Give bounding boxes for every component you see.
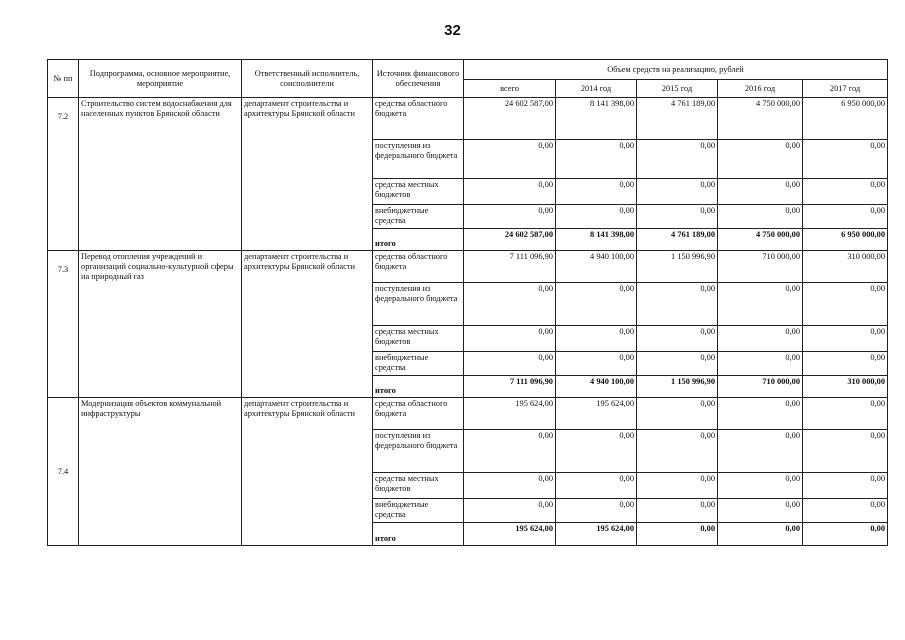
amount-cell: 4 750 000,00 xyxy=(718,229,803,251)
header-executor: Ответственный исполнитель, соисполнители xyxy=(242,60,373,98)
amount-cell: 0,00 xyxy=(718,140,803,179)
amount-cell: 0,00 xyxy=(637,179,718,205)
amount-cell: 0,00 xyxy=(637,283,718,326)
header-year: 2015 год xyxy=(637,80,718,98)
amount-cell: 6 950 000,00 xyxy=(803,98,888,140)
funding-source: итого xyxy=(373,229,464,251)
amount-cell: 7 111 096,90 xyxy=(464,376,556,398)
amount-cell: 0,00 xyxy=(718,179,803,205)
amount-cell: 4 750 000,00 xyxy=(718,98,803,140)
amount-cell: 0,00 xyxy=(803,352,888,376)
amount-cell: 195 624,00 xyxy=(556,523,637,546)
header-year: всего xyxy=(464,80,556,98)
amount-cell: 0,00 xyxy=(556,430,637,473)
amount-cell: 0,00 xyxy=(718,499,803,523)
amount-cell: 7 111 096,90 xyxy=(464,251,556,283)
amount-cell: 0,00 xyxy=(464,326,556,352)
amount-cell: 0,00 xyxy=(637,140,718,179)
funding-source: итого xyxy=(373,376,464,398)
funding-source: поступления из федерального бюджета xyxy=(373,140,464,179)
table-row xyxy=(48,251,888,283)
funding-source: средства местных бюджетов xyxy=(373,473,464,499)
executor-name: департамент строительства и архитектуры Брянской области xyxy=(242,251,373,398)
amount-cell: 24 602 587,00 xyxy=(464,98,556,140)
amount-cell: 8 141 398,00 xyxy=(556,98,637,140)
header-funds: Объем средств на реализацию, рублей xyxy=(464,60,888,80)
amount-cell: 710 000,00 xyxy=(718,376,803,398)
amount-cell: 710 000,00 xyxy=(718,251,803,283)
row-number: 7.2 xyxy=(48,98,79,251)
amount-cell: 0,00 xyxy=(464,205,556,229)
amount-cell: 0,00 xyxy=(803,473,888,499)
amount-cell: 0,00 xyxy=(637,326,718,352)
amount-cell: 0,00 xyxy=(556,140,637,179)
amount-cell: 0,00 xyxy=(803,140,888,179)
amount-cell: 0,00 xyxy=(637,205,718,229)
row-number: 7.3 xyxy=(48,251,79,398)
funding-source: внебюджетные средства xyxy=(373,352,464,376)
amount-cell: 0,00 xyxy=(556,326,637,352)
amount-cell: 0,00 xyxy=(718,283,803,326)
funding-source: внебюджетные средства xyxy=(373,205,464,229)
amount-cell: 0,00 xyxy=(803,398,888,430)
amount-cell: 0,00 xyxy=(637,430,718,473)
funding-source: итого xyxy=(373,523,464,546)
header-program: Подпрограмма, основное мероприятие, мероприятие xyxy=(79,60,242,98)
header-source: Источник финансового обеспечения xyxy=(373,60,464,98)
amount-cell: 0,00 xyxy=(464,283,556,326)
funding-source: средства областного бюджета xyxy=(373,398,464,430)
amount-cell: 0,00 xyxy=(464,430,556,473)
amount-cell: 195 624,00 xyxy=(556,398,637,430)
amount-cell: 0,00 xyxy=(718,398,803,430)
header-year: 2017 год xyxy=(803,80,888,98)
amount-cell: 310 000,00 xyxy=(803,251,888,283)
amount-cell: 0,00 xyxy=(637,352,718,376)
amount-cell: 0,00 xyxy=(803,283,888,326)
header-year: 2014 год xyxy=(556,80,637,98)
amount-cell: 0,00 xyxy=(637,473,718,499)
amount-cell: 0,00 xyxy=(803,179,888,205)
amount-cell: 0,00 xyxy=(556,352,637,376)
amount-cell: 4 761 189,00 xyxy=(637,229,718,251)
funding-source: внебюджетные средства xyxy=(373,499,464,523)
amount-cell: 1 150 996,90 xyxy=(637,376,718,398)
amount-cell: 0,00 xyxy=(464,499,556,523)
amount-cell: 0,00 xyxy=(718,523,803,546)
amount-cell: 195 624,00 xyxy=(464,523,556,546)
header-year: 2016 год xyxy=(718,80,803,98)
funding-source: средства областного бюджета xyxy=(373,251,464,283)
amount-cell: 4 940 100,00 xyxy=(556,376,637,398)
funding-source: поступления из федерального бюджета xyxy=(373,283,464,326)
amount-cell: 0,00 xyxy=(718,326,803,352)
amount-cell: 0,00 xyxy=(718,205,803,229)
funding-source: средства областного бюджета xyxy=(373,98,464,140)
amount-cell: 0,00 xyxy=(637,499,718,523)
amount-cell: 0,00 xyxy=(803,523,888,546)
program-name: Перевод отопления учреждений и организаций социально-культурной сферы на природный газ xyxy=(79,251,242,398)
executor-name: департамент строительства и архитектуры Брянской области xyxy=(242,398,373,546)
amount-cell: 24 602 587,00 xyxy=(464,229,556,251)
amount-cell: 0,00 xyxy=(637,523,718,546)
amount-cell: 0,00 xyxy=(718,473,803,499)
amount-cell: 1 150 996,90 xyxy=(637,251,718,283)
amount-cell: 0,00 xyxy=(464,140,556,179)
amount-cell: 310 000,00 xyxy=(803,376,888,398)
amount-cell: 0,00 xyxy=(556,499,637,523)
funding-table xyxy=(47,59,888,546)
header-num: № пп xyxy=(48,60,79,98)
table-row xyxy=(48,398,888,430)
funding-source: поступления из федерального бюджета xyxy=(373,430,464,473)
amount-cell: 0,00 xyxy=(803,326,888,352)
amount-cell: 0,00 xyxy=(556,205,637,229)
amount-cell: 0,00 xyxy=(464,473,556,499)
amount-cell: 0,00 xyxy=(637,398,718,430)
table-row xyxy=(48,98,888,140)
executor-name: департамент строительства и архитектуры Брянской области xyxy=(242,98,373,251)
amount-cell: 6 950 000,00 xyxy=(803,229,888,251)
amount-cell: 0,00 xyxy=(803,430,888,473)
amount-cell: 195 624,00 xyxy=(464,398,556,430)
amount-cell: 4 761 189,00 xyxy=(637,98,718,140)
amount-cell: 0,00 xyxy=(556,283,637,326)
amount-cell: 0,00 xyxy=(556,179,637,205)
amount-cell: 0,00 xyxy=(718,430,803,473)
amount-cell: 0,00 xyxy=(803,499,888,523)
page-number: 32 xyxy=(444,22,461,39)
program-name: Строительство систем водоснабжения для населенных пунктов Брянской области xyxy=(79,98,242,251)
row-number: 7.4 xyxy=(48,398,79,546)
program-name: Модернизация объектов коммунальной инфраструктуры xyxy=(79,398,242,546)
amount-cell: 0,00 xyxy=(556,473,637,499)
amount-cell: 0,00 xyxy=(464,352,556,376)
amount-cell: 0,00 xyxy=(803,205,888,229)
amount-cell: 8 141 398,00 xyxy=(556,229,637,251)
funding-source: средства местных бюджетов xyxy=(373,326,464,352)
amount-cell: 0,00 xyxy=(464,179,556,205)
table-body xyxy=(48,98,888,546)
funding-source: средства местных бюджетов xyxy=(373,179,464,205)
amount-cell: 0,00 xyxy=(718,352,803,376)
amount-cell: 4 940 100,00 xyxy=(556,251,637,283)
